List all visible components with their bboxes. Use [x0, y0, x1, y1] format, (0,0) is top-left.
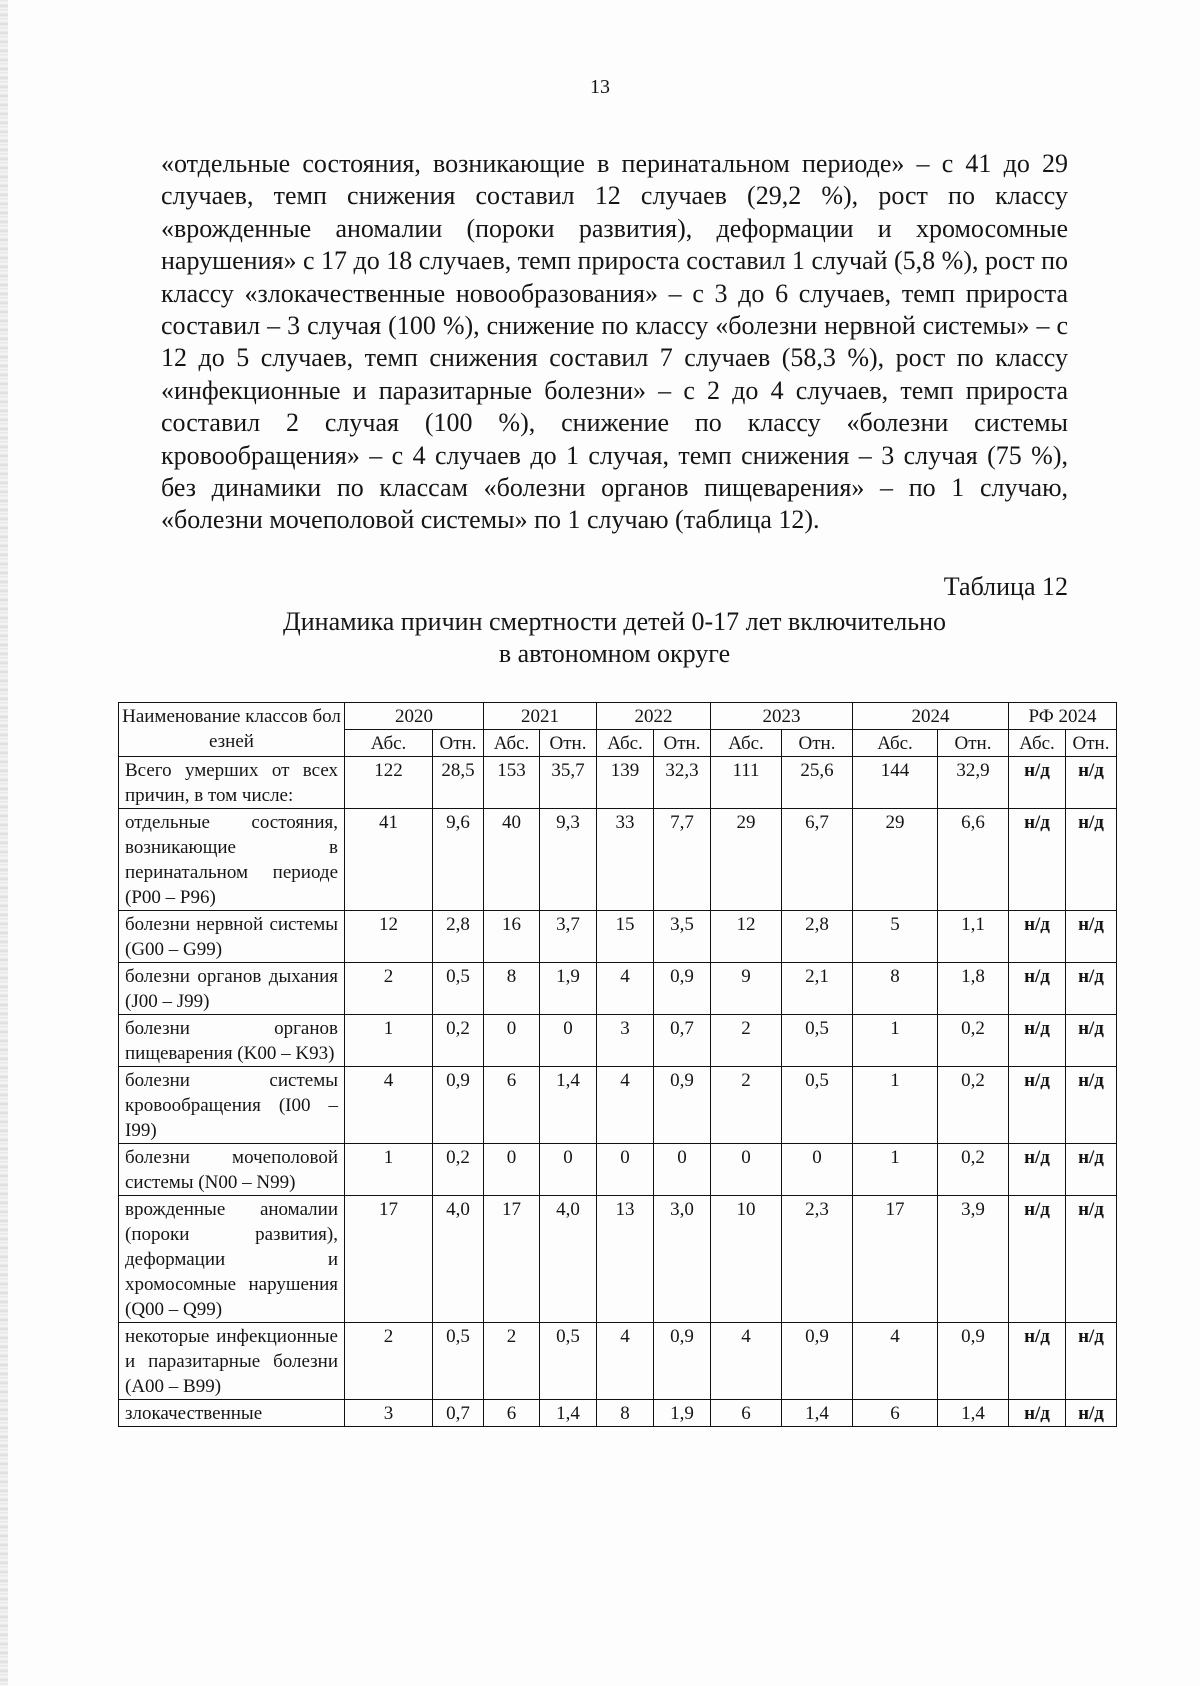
- rf-value-cell: н/д: [1009, 757, 1066, 809]
- value-cell: 0,5: [433, 1323, 484, 1400]
- rf-value-cell: н/д: [1066, 809, 1117, 911]
- table-row: [119, 757, 1117, 809]
- rf-value-cell: н/д: [1066, 757, 1117, 809]
- value-cell: 7,7: [654, 809, 711, 911]
- table-row: [119, 1015, 1117, 1067]
- value-cell: 3,0: [654, 1196, 711, 1323]
- year-header: 2023: [711, 703, 853, 730]
- value-cell: 8: [853, 963, 938, 1015]
- table-row: [119, 1323, 1117, 1400]
- value-cell: 4: [345, 1067, 433, 1144]
- value-cell: 1: [853, 1144, 938, 1196]
- value-cell: 6: [484, 1067, 540, 1144]
- table-row: [119, 1144, 1117, 1196]
- value-cell: 2: [345, 963, 433, 1015]
- value-cell: 2,1: [782, 963, 853, 1015]
- table-title-line-2: в автономном округе: [498, 639, 731, 668]
- subheader-cell: Отн.: [540, 730, 597, 757]
- value-cell: 153: [484, 757, 540, 809]
- value-cell: 1,8: [938, 963, 1009, 1015]
- value-cell: 0: [711, 1144, 782, 1196]
- value-cell: 17: [345, 1196, 433, 1323]
- value-cell: 0,2: [938, 1015, 1009, 1067]
- rf-value-cell: н/д: [1009, 1400, 1066, 1427]
- value-cell: 0,5: [433, 963, 484, 1015]
- value-cell: 5: [853, 911, 938, 963]
- value-cell: 28,5: [433, 757, 484, 809]
- value-cell: 0: [540, 1015, 597, 1067]
- value-cell: 4: [597, 1323, 654, 1400]
- value-cell: 17: [484, 1196, 540, 1323]
- table-title: [161, 606, 1068, 670]
- value-cell: 0,2: [433, 1144, 484, 1196]
- value-cell: 2: [711, 1015, 782, 1067]
- value-cell: 35,7: [540, 757, 597, 809]
- value-cell: 1,1: [938, 911, 1009, 963]
- value-cell: 32,3: [654, 757, 711, 809]
- value-cell: 29: [853, 809, 938, 911]
- value-cell: 6: [711, 1400, 782, 1427]
- value-cell: 0,2: [433, 1015, 484, 1067]
- value-cell: 0: [484, 1015, 540, 1067]
- disease-class-name: болезни нервной системы (G00 – G99): [119, 911, 345, 963]
- value-cell: 40: [484, 809, 540, 911]
- body-paragraph: «отдельные состояния, возникающие в перинатальном периоде» – с 41 до 29 случаев, темп снижения составил 12 случаев (29,2 %), рост по классу «врожденные аномалии (пороки развития), деформации и хромосомные нарушения» с 17 до 18 случаев, темп прироста составил 1 случай (5,8 %), рост по классу «злокачественные новообразования» – с 3 до 6 случаев, темп прироста составил – 3 случая (100 %), снижение по классу «болезни нервной системы» – с 12 до 5 случаев, темп снижения составил 7 случаев (58,3 %), рост по классу «инфекционные и паразитарные болезни» – с 2 до 4 случаев, темп прироста составил 2 случая (100 %), снижение по классу «болезни системы кровообращения» – с 4 случаев до 1 случая, темп снижения – 3 случая (75 %), без динамики по классам «болезни органов пищеварения» – по 1 случаю, «болезни мочеполовой системы» по 1 случаю (таблица 12).: [161, 149, 1068, 535]
- disease-class-name: Всего умерших от всех причин, в том числе:: [119, 757, 345, 809]
- rf-value-cell: н/д: [1066, 1400, 1117, 1427]
- value-cell: 3: [345, 1400, 433, 1427]
- value-cell: 0,2: [938, 1067, 1009, 1144]
- value-cell: 1,4: [782, 1400, 853, 1427]
- rf-value-cell: н/д: [1009, 1144, 1066, 1196]
- rf-value-cell: н/д: [1009, 1015, 1066, 1067]
- value-cell: 32,9: [938, 757, 1009, 809]
- value-cell: 6,6: [938, 809, 1009, 911]
- rf-value-cell: н/д: [1009, 1196, 1066, 1323]
- name-column-header: Наименование классов болезней: [119, 703, 345, 757]
- table-header-years: [119, 703, 1117, 730]
- rf-value-cell: н/д: [1066, 1067, 1117, 1144]
- value-cell: 0,9: [654, 963, 711, 1015]
- value-cell: 139: [597, 757, 654, 809]
- value-cell: 25,6: [782, 757, 853, 809]
- disease-class-name: врожденные аномалии (пороки развития), деформации и хромосомные нарушения (Q00 – Q99): [119, 1196, 345, 1323]
- table-row: [119, 911, 1117, 963]
- value-cell: 12: [711, 911, 782, 963]
- value-cell: 111: [711, 757, 782, 809]
- mortality-table: [118, 702, 1117, 1427]
- table-row: [119, 1067, 1117, 1144]
- subheader-cell: Отн.: [1066, 730, 1117, 757]
- subheader-cell: Отн.: [654, 730, 711, 757]
- rf-value-cell: н/д: [1066, 1015, 1117, 1067]
- value-cell: 33: [597, 809, 654, 911]
- value-cell: 4: [853, 1323, 938, 1400]
- value-cell: 12: [345, 911, 433, 963]
- rf-value-cell: н/д: [1009, 1323, 1066, 1400]
- table-row: [119, 1400, 1117, 1427]
- rf-value-cell: н/д: [1009, 1067, 1066, 1144]
- value-cell: 0,5: [782, 1015, 853, 1067]
- value-cell: 16: [484, 911, 540, 963]
- value-cell: 122: [345, 757, 433, 809]
- subheader-cell: Отн.: [938, 730, 1009, 757]
- value-cell: 0,9: [938, 1323, 1009, 1400]
- table-label: Таблица 12: [943, 572, 1068, 601]
- value-cell: 0: [597, 1144, 654, 1196]
- scan-edge: [0, 0, 8, 1686]
- value-cell: 1,4: [938, 1400, 1009, 1427]
- disease-class-name: болезни мочеполовой системы (N00 – N99): [119, 1144, 345, 1196]
- value-cell: 2,8: [782, 911, 853, 963]
- value-cell: 1,9: [654, 1400, 711, 1427]
- rf-value-cell: н/д: [1066, 1323, 1117, 1400]
- value-cell: 8: [597, 1400, 654, 1427]
- value-cell: 4,0: [540, 1196, 597, 1323]
- value-cell: 8: [484, 963, 540, 1015]
- subheader-cell: Абс.: [597, 730, 654, 757]
- value-cell: 2: [484, 1323, 540, 1400]
- year-header: РФ 2024: [1009, 703, 1117, 730]
- value-cell: 15: [597, 911, 654, 963]
- subheader-cell: Абс.: [711, 730, 782, 757]
- value-cell: 1: [345, 1015, 433, 1067]
- value-cell: 0,2: [938, 1144, 1009, 1196]
- value-cell: 0: [782, 1144, 853, 1196]
- value-cell: 1,4: [540, 1067, 597, 1144]
- value-cell: 0: [654, 1144, 711, 1196]
- rf-value-cell: н/д: [1066, 963, 1117, 1015]
- value-cell: 9,6: [433, 809, 484, 911]
- table-title-line-1: Динамика причин смертности детей 0-17 лет включительно: [283, 607, 946, 636]
- page-number: 13: [590, 76, 610, 98]
- disease-class-name: некоторые инфекционные и паразитарные болезни (A00 – B99): [119, 1323, 345, 1400]
- value-cell: 2: [711, 1067, 782, 1144]
- value-cell: 9,3: [540, 809, 597, 911]
- year-header: 2022: [597, 703, 711, 730]
- year-header: 2024: [853, 703, 1009, 730]
- subheader-cell: Абс.: [484, 730, 540, 757]
- value-cell: 41: [345, 809, 433, 911]
- subheader-cell: Абс.: [1009, 730, 1066, 757]
- value-cell: 0,5: [540, 1323, 597, 1400]
- subheader-cell: Отн.: [433, 730, 484, 757]
- disease-class-name: отдельные состояния, возникающие в перинатальном периоде (P00 – P96): [119, 809, 345, 911]
- value-cell: 6: [853, 1400, 938, 1427]
- value-cell: 29: [711, 809, 782, 911]
- value-cell: 0,7: [654, 1015, 711, 1067]
- disease-class-name: болезни органов пищеварения (K00 – K93): [119, 1015, 345, 1067]
- value-cell: 4: [711, 1323, 782, 1400]
- rf-value-cell: н/д: [1066, 1144, 1117, 1196]
- value-cell: 1: [853, 1015, 938, 1067]
- disease-class-name: болезни системы кровообращения (I00 – I99): [119, 1067, 345, 1144]
- disease-class-name: злокачественные: [119, 1400, 345, 1427]
- rf-value-cell: н/д: [1009, 809, 1066, 911]
- rf-value-cell: н/д: [1066, 1196, 1117, 1323]
- disease-class-name: болезни органов дыхания (J00 – J99): [119, 963, 345, 1015]
- value-cell: 3,9: [938, 1196, 1009, 1323]
- value-cell: 2,8: [433, 911, 484, 963]
- value-cell: 13: [597, 1196, 654, 1323]
- table-body: [119, 757, 1117, 1427]
- value-cell: 0,9: [782, 1323, 853, 1400]
- value-cell: 6: [484, 1400, 540, 1427]
- subheader-cell: Отн.: [782, 730, 853, 757]
- value-cell: 1,9: [540, 963, 597, 1015]
- value-cell: 2,3: [782, 1196, 853, 1323]
- value-cell: 4: [597, 1067, 654, 1144]
- value-cell: 0,9: [654, 1323, 711, 1400]
- value-cell: 0: [540, 1144, 597, 1196]
- rf-value-cell: н/д: [1009, 911, 1066, 963]
- value-cell: 4,0: [433, 1196, 484, 1323]
- value-cell: 2: [345, 1323, 433, 1400]
- rf-value-cell: н/д: [1066, 911, 1117, 963]
- value-cell: 10: [711, 1196, 782, 1323]
- value-cell: 17: [853, 1196, 938, 1323]
- value-cell: 0: [484, 1144, 540, 1196]
- value-cell: 3,5: [654, 911, 711, 963]
- value-cell: 1: [345, 1144, 433, 1196]
- subheader-cell: Абс.: [345, 730, 433, 757]
- value-cell: 0,9: [654, 1067, 711, 1144]
- table-row: [119, 1196, 1117, 1323]
- year-header: 2020: [345, 703, 484, 730]
- table-row: [119, 963, 1117, 1015]
- value-cell: 0,9: [433, 1067, 484, 1144]
- subheader-cell: Абс.: [853, 730, 938, 757]
- value-cell: 4: [597, 963, 654, 1015]
- value-cell: 3: [597, 1015, 654, 1067]
- value-cell: 6,7: [782, 809, 853, 911]
- value-cell: 1,4: [540, 1400, 597, 1427]
- value-cell: 144: [853, 757, 938, 809]
- value-cell: 9: [711, 963, 782, 1015]
- table-row: [119, 809, 1117, 911]
- year-header: 2021: [484, 703, 597, 730]
- value-cell: 1: [853, 1067, 938, 1144]
- value-cell: 0,5: [782, 1067, 853, 1144]
- rf-value-cell: н/д: [1009, 963, 1066, 1015]
- value-cell: 3,7: [540, 911, 597, 963]
- value-cell: 0,7: [433, 1400, 484, 1427]
